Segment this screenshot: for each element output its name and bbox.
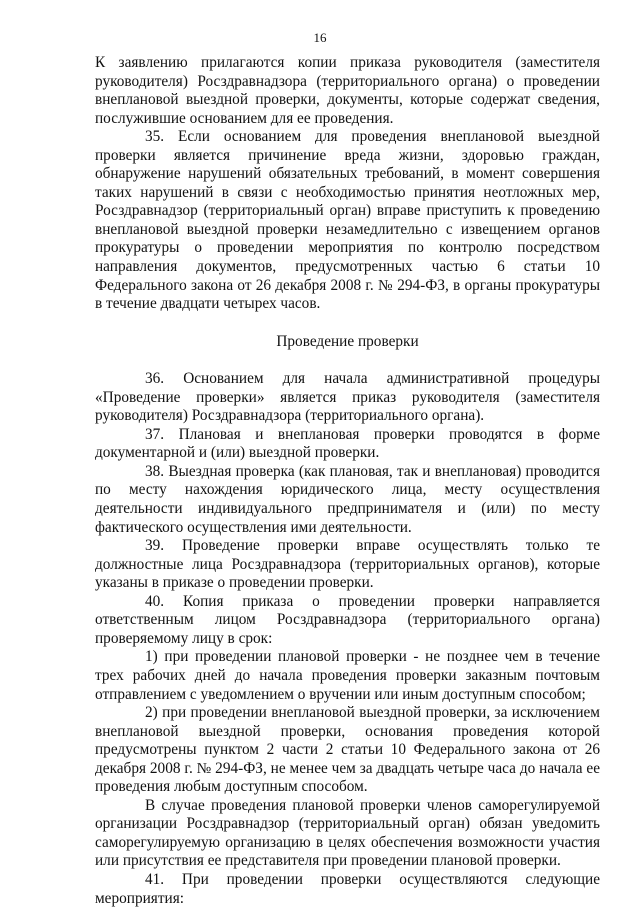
section-heading: Проведение проверки: [276, 332, 419, 350]
spacer: [95, 314, 600, 333]
paragraph-40-sro: В случае проведения плановой проверки членов саморегулируемой организации Росздравнадзор (территориальный орган) обязан уведомить саморегулируемую организацию в целях обеспечения возможности участия или присутствия ее представителя при проведении плановой проверки.: [95, 796, 600, 870]
paragraph-40-item-2: 2) при проведении внеплановой выездной проверки, за исключением внеплановой выездной проверки, основания проведения которой предусмотрены пунктом 2 части 2 статьи 10 Федерального закона от 26 декабря 2008 г. № 294-ФЗ, не менее чем за двадцать четыре часа до начала ее проведения любым доступным способом.: [95, 704, 600, 796]
paragraph-37: 37. Плановая и внеплановая проверки проводятся в форме документарной и (или) выездной проверки.: [95, 425, 600, 462]
paragraph-35: 35. Если основанием для проведения внеплановой выездной проверки является причинение вреда жизни, здоровью граждан, обнаружение нарушений обязательных требований, в момент совершения таких нарушений в связи с необходимостью принятия неотложных мер, Росздравнадзор (территориальный орган) вправе приступить к проведению внеплановой выездной проверки незамедлительно с извещением органов прокуратуры о проведении мероприятия по контролю посредством направления документов, предусмотренных частью 6 статьи 10 Федерального закона от 26 декабря 2008 г. № 294-ФЗ, в органы прокуратуры в течение двадцати четырех часов.: [95, 128, 600, 313]
page-number: 16: [313, 30, 327, 45]
paragraph-36: 36. Основанием для начала административной процедуры «Проведение проверки» является приказ руководителя (заместителя руководителя) Росздравнадзора (территориального органа).: [95, 370, 600, 425]
spacer: [95, 351, 600, 370]
paragraph-39: 39. Проведение проверки вправе осуществлять только те должностные лица Росздравнадзора (территориальных органов), которые указаны в приказе о проведении проверки.: [95, 537, 600, 592]
paragraph-40-item-1: 1) при проведении плановой проверки - не позднее чем в течение трех рабочих дней до начала проведения проверки заказным почтовым отправлением с уведомлением о вручении или иным доступным способом;: [95, 648, 600, 703]
paragraph-intro: К заявлению прилагаются копии приказа руководителя (заместителя руководителя) Росздравнадзора (территориального органа) о проведении внеплановой выездной проверки, документы, которые содержат сведения, послужившие основанием для ее проведения.: [95, 54, 600, 127]
document-body: [95, 54, 600, 908]
paragraph-41: 41. При проведении проверки осуществляются следующие мероприятия:: [95, 870, 600, 907]
paragraph-40: 40. Копия приказа о проведении проверки направляется ответственным лицом Росздравнадзора (территориального органа) проверяемому лицу в срок:: [95, 592, 600, 647]
paragraph-38: 38. Выездная проверка (как плановая, так и внеплановая) проводится по месту нахождения юридического лица, месту осуществления деятельности индивидуального предпринимателя и (или) по месту фактического осуществления ими деятельности.: [95, 462, 600, 536]
